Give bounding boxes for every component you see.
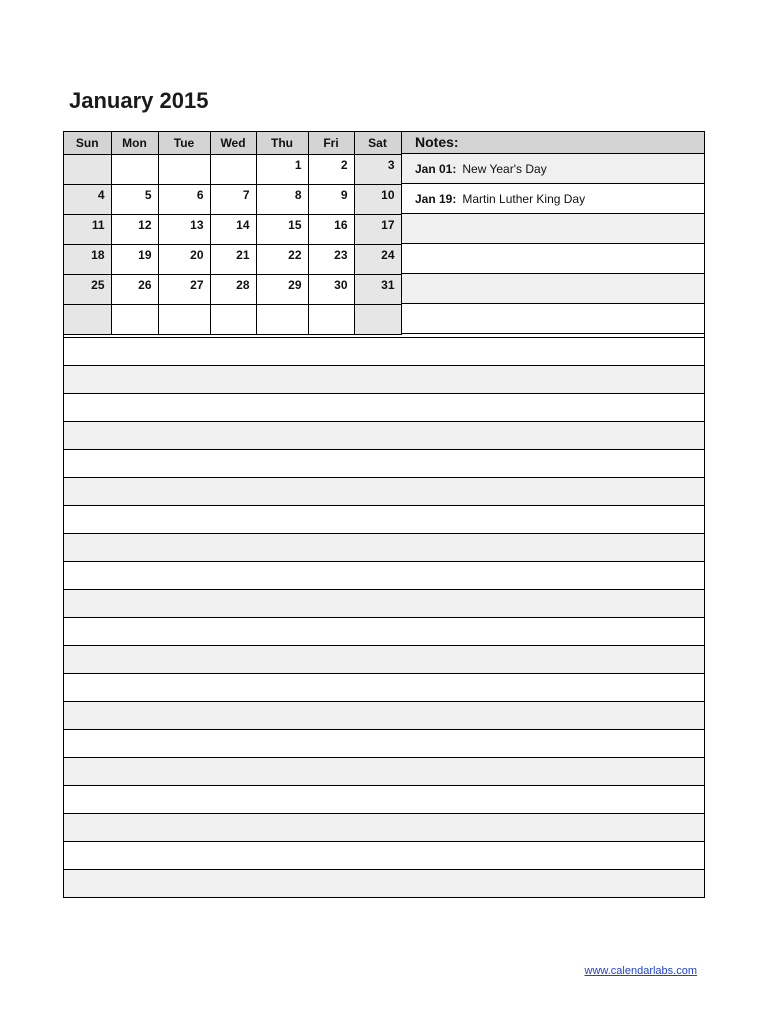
- day-cell: 10: [354, 184, 401, 214]
- day-cell: 12: [111, 214, 158, 244]
- day-cell: 3: [354, 154, 401, 184]
- day-cell: 2: [308, 154, 354, 184]
- day-cell: 13: [158, 214, 210, 244]
- day-cell: [256, 304, 308, 334]
- weekday-tue: Tue: [158, 132, 210, 154]
- month-grid: [64, 132, 402, 335]
- day-cell: 18: [64, 244, 111, 274]
- blank-note-line: [64, 729, 704, 757]
- day-cell: 16: [308, 214, 354, 244]
- day-cell: 26: [111, 274, 158, 304]
- calendar-title: January 2015: [69, 88, 209, 113]
- day-cell: 4: [64, 184, 111, 214]
- day-cell: 7: [210, 184, 256, 214]
- blank-note-line: [64, 869, 704, 897]
- blank-note-line: [64, 673, 704, 701]
- weekday-header-row: [64, 132, 401, 154]
- notes-label: Notes:: [401, 132, 704, 154]
- notes-lines: [64, 337, 704, 897]
- day-cell: 23: [308, 244, 354, 274]
- note-row: [401, 304, 704, 334]
- week-row-1: [64, 154, 401, 184]
- week-row-2: [64, 184, 401, 214]
- note-row: [401, 214, 704, 244]
- day-cell: [111, 154, 158, 184]
- note-row: [401, 244, 704, 274]
- day-cell: 6: [158, 184, 210, 214]
- note-text: New Year's Day: [462, 162, 547, 176]
- weekday-mon: Mon: [111, 132, 158, 154]
- weekday-sat: Sat: [354, 132, 401, 154]
- weekday-wed: Wed: [210, 132, 256, 154]
- week-row-6: [64, 304, 401, 334]
- day-cell: [354, 304, 401, 334]
- day-cell: [64, 154, 111, 184]
- day-cell: 30: [308, 274, 354, 304]
- blank-note-line: [64, 757, 704, 785]
- day-cell: 8: [256, 184, 308, 214]
- day-cell: 31: [354, 274, 401, 304]
- blank-note-line: [64, 421, 704, 449]
- blank-note-line: [64, 701, 704, 729]
- blank-note-line: [64, 477, 704, 505]
- day-cell: [210, 304, 256, 334]
- day-cell: 1: [256, 154, 308, 184]
- day-cell: 22: [256, 244, 308, 274]
- notes-panel: [401, 132, 704, 334]
- day-cell: [308, 304, 354, 334]
- blank-note-line: [64, 617, 704, 645]
- calendarlabs-link[interactable]: www.calendarlabs.com: [584, 965, 697, 977]
- blank-note-line: [64, 589, 704, 617]
- weekday-thu: Thu: [256, 132, 308, 154]
- blank-note-line: [64, 785, 704, 813]
- day-cell: 14: [210, 214, 256, 244]
- day-cell: 24: [354, 244, 401, 274]
- note-row: [401, 184, 704, 214]
- day-cell: 9: [308, 184, 354, 214]
- week-row-4: [64, 244, 401, 274]
- note-date: Jan 01:: [415, 162, 457, 176]
- day-cell: 29: [256, 274, 308, 304]
- day-cell: 27: [158, 274, 210, 304]
- weekday-fri: Fri: [308, 132, 354, 154]
- day-cell: [64, 304, 111, 334]
- day-cell: [210, 154, 256, 184]
- note-date: Jan 19:: [415, 192, 457, 206]
- blank-note-line: [64, 505, 704, 533]
- day-cell: [158, 304, 210, 334]
- note-list: [401, 154, 704, 334]
- blank-note-line: [64, 449, 704, 477]
- blank-note-line: [64, 813, 704, 841]
- day-cell: 25: [64, 274, 111, 304]
- note-text: Martin Luther King Day: [462, 192, 586, 206]
- blank-note-line: [64, 561, 704, 589]
- week-row-5: [64, 274, 401, 304]
- week-row-3: [64, 214, 401, 244]
- day-cell: 11: [64, 214, 111, 244]
- day-cell: 21: [210, 244, 256, 274]
- day-cell: [111, 304, 158, 334]
- blank-note-line: [64, 337, 704, 365]
- note-row: [401, 274, 704, 304]
- note-row: [401, 154, 704, 184]
- blank-note-line: [64, 393, 704, 421]
- day-cell: [158, 154, 210, 184]
- calendar-sheet: [63, 131, 705, 898]
- day-cell: 20: [158, 244, 210, 274]
- day-cell: 17: [354, 214, 401, 244]
- day-cell: 15: [256, 214, 308, 244]
- day-cell: 5: [111, 184, 158, 214]
- blank-note-line: [64, 533, 704, 561]
- weekday-sun: Sun: [64, 132, 111, 154]
- day-cell: 19: [111, 244, 158, 274]
- blank-note-line: [64, 645, 704, 673]
- blank-note-line: [64, 841, 704, 869]
- blank-note-line: [64, 365, 704, 393]
- day-cell: 28: [210, 274, 256, 304]
